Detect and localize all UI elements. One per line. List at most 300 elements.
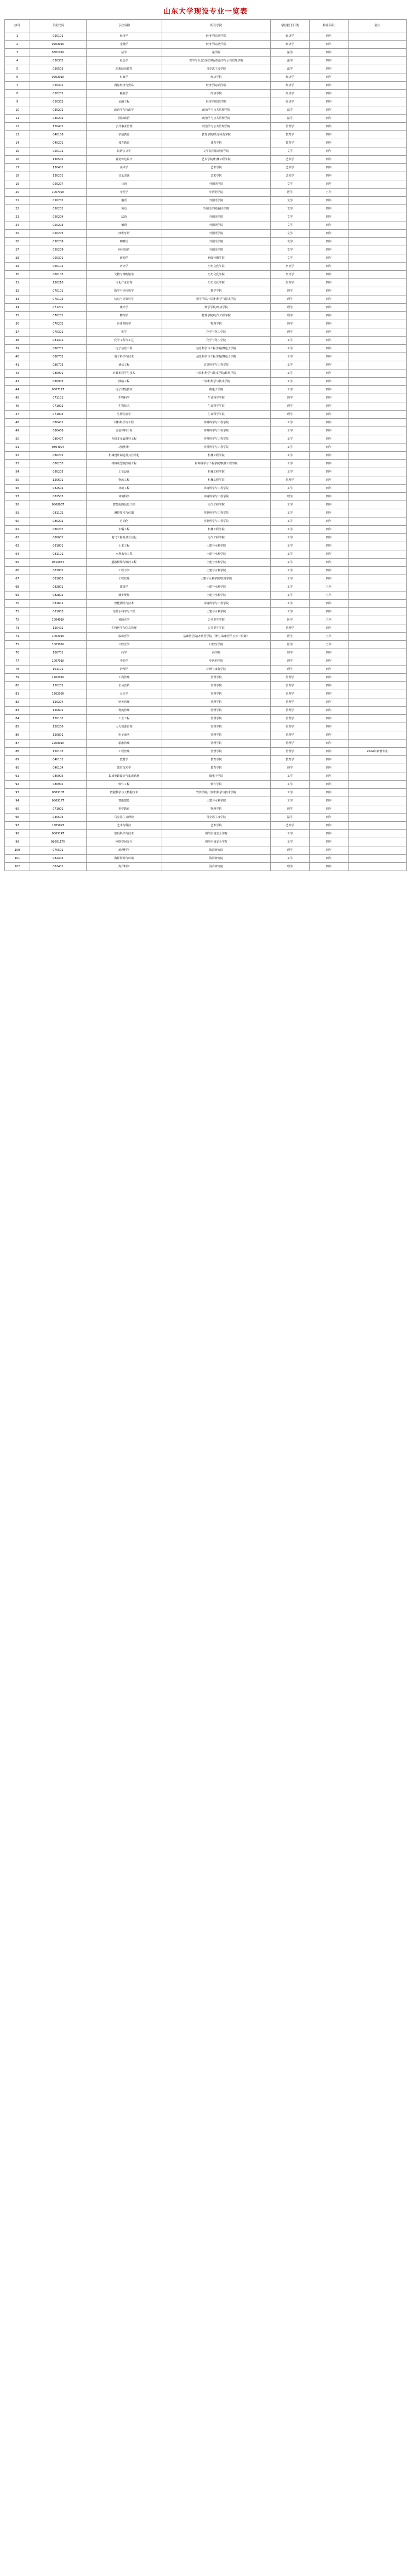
cell-degree-category: 文学 — [271, 205, 310, 213]
cell-index: 89 — [5, 756, 30, 764]
cell-major-code: 020302 — [30, 98, 87, 106]
cell-major-name: 日语 — [86, 180, 162, 189]
cell-duration: 四年 — [309, 147, 348, 156]
cell-index: 70 — [5, 600, 30, 608]
cell-college: 外国语学院 — [162, 213, 270, 221]
cell-remark — [348, 435, 406, 443]
cell-duration: 四年 — [309, 682, 348, 690]
cell-major-code: 070301 — [30, 328, 87, 337]
cell-duration: 四年 — [309, 468, 348, 476]
cell-remark — [348, 657, 406, 666]
cell-index: 68 — [5, 583, 30, 592]
cell-remark — [348, 312, 406, 320]
cell-college: 历史文化学院 — [162, 279, 270, 287]
cell-degree-category: 工学 — [271, 419, 310, 427]
cell-duration: 四年 — [309, 139, 348, 147]
cell-major-code: 071101 — [30, 394, 87, 402]
cell-degree-category: 法学 — [271, 49, 310, 57]
cell-index: 54 — [5, 468, 30, 476]
cell-duration: 五年 — [309, 583, 348, 592]
cell-major-name: 地理科学 — [86, 846, 162, 855]
cell-degree-category: 管理学 — [271, 707, 310, 715]
cell-remark — [348, 534, 406, 542]
cell-major-name: 道路桥梁与渡河工程 — [86, 559, 162, 567]
cell-index: 96 — [5, 814, 30, 822]
table-row — [5, 452, 407, 460]
cell-degree-category: 历史学 — [271, 271, 310, 279]
cell-college: 物理学院 — [162, 805, 270, 814]
table-row — [5, 518, 407, 526]
cell-major-name: 土木工程 — [86, 542, 162, 550]
cell-remark — [348, 189, 406, 197]
table-row — [5, 509, 407, 518]
cell-degree-category: 文学 — [271, 238, 310, 246]
cell-major-name: 法学 — [86, 49, 162, 57]
cell-index: 64 — [5, 550, 30, 559]
cell-duration: 四年 — [309, 337, 348, 345]
cell-duration: 四年 — [309, 452, 348, 460]
table-row — [5, 822, 407, 830]
col-header-major-name: 专业名称 — [86, 20, 162, 32]
cell-college: 控制科学与工程学院 — [162, 518, 270, 526]
cell-major-name: 生物科学 — [86, 394, 162, 402]
table-row — [5, 197, 407, 205]
cell-major-name: 预防医学 — [86, 616, 162, 624]
cell-remark — [348, 772, 406, 781]
cell-major-name: 财务管理 — [86, 698, 162, 707]
cell-major-name: 会计学 — [86, 690, 162, 698]
cell-degree-category: 理学 — [271, 411, 310, 419]
cell-duration: 四年 — [309, 748, 348, 756]
table-row — [5, 263, 407, 271]
cell-duration: 四年 — [309, 279, 348, 287]
table-row — [5, 411, 407, 419]
cell-duration: 五年 — [309, 592, 348, 600]
cell-degree-category: 管理学 — [271, 698, 310, 707]
table-row — [5, 164, 407, 172]
cell-duration: 四年 — [309, 501, 348, 509]
cell-duration: 四年 — [309, 838, 348, 846]
cell-college: 软件学院/计算机科学与技术学院 — [162, 789, 270, 797]
cell-duration: 四年 — [309, 205, 348, 213]
cell-degree-category: 文学 — [271, 197, 310, 205]
cell-college: 公共卫生学院 — [162, 616, 270, 624]
cell-major-name: 教育技术学 — [86, 764, 162, 772]
cell-duration: 四年 — [309, 789, 348, 797]
cell-index: 94 — [5, 797, 30, 805]
cell-degree-category: 管理学 — [271, 682, 310, 690]
cell-index: 3 — [5, 49, 30, 57]
table-row — [5, 139, 407, 147]
cell-college: 中医药学院 — [162, 189, 270, 197]
cell-remark — [348, 846, 406, 855]
cell-major-code: 080202 — [30, 452, 87, 460]
cell-index: 28 — [5, 254, 30, 263]
cell-index: 72 — [5, 616, 30, 624]
cell-major-code: 081001 — [30, 542, 87, 550]
cell-remark — [348, 419, 406, 427]
cell-major-code: 130401 — [30, 164, 87, 172]
cell-major-name: 工程力学 — [86, 567, 162, 575]
cell-remark — [348, 575, 406, 583]
table-row — [5, 312, 407, 320]
cell-major-code: 080205 — [30, 468, 87, 476]
cell-remark — [348, 674, 406, 682]
cell-duration: 四年 — [309, 666, 348, 674]
table-row — [5, 32, 407, 41]
cell-remark — [348, 781, 406, 789]
cell-degree-category: 艺术学 — [271, 172, 310, 180]
cell-college: 马克思主义学院 — [162, 814, 270, 822]
cell-degree-category: 工学 — [271, 468, 310, 476]
cell-college: 数学学院/经济学院 — [162, 304, 270, 312]
cell-college: 经济学院 — [162, 73, 270, 82]
cell-degree-category: 工学 — [271, 534, 310, 542]
cell-major-code: 080601 — [30, 534, 87, 542]
cell-major-name: 工业工程 — [86, 715, 162, 723]
cell-index: 38 — [5, 337, 30, 345]
cell-degree-category: 工学 — [271, 559, 310, 567]
table-row — [5, 838, 407, 846]
cell-duration: 四年 — [309, 246, 348, 254]
table-row — [5, 559, 407, 567]
cell-major-name: 音乐表演 — [86, 172, 162, 180]
cell-major-name: 人力资源管理 — [86, 723, 162, 731]
table-row — [5, 337, 407, 345]
cell-major-name: 电子科学与技术 — [86, 353, 162, 361]
table-row — [5, 123, 407, 131]
cell-remark — [348, 427, 406, 435]
cell-major-name: 文化产业管理 — [86, 279, 162, 287]
cell-major-code: 080914T — [30, 830, 87, 838]
cell-major-code: 030302 — [30, 57, 87, 65]
cell-duration: 四年 — [309, 156, 348, 164]
cell-major-name: 中药学 — [86, 657, 162, 666]
table-row — [5, 254, 407, 263]
cell-index: 31 — [5, 279, 30, 287]
cell-major-code: 081101 — [30, 550, 87, 559]
cell-duration: 四年 — [309, 731, 348, 740]
table-row — [5, 230, 407, 238]
cell-degree-category: 管理学 — [271, 624, 310, 633]
cell-index: 21 — [5, 197, 30, 205]
cell-remark — [348, 600, 406, 608]
cell-remark — [348, 82, 406, 90]
cell-major-code: 081003 — [30, 575, 87, 583]
cell-duration: 四年 — [309, 197, 348, 205]
cell-duration: 四年 — [309, 65, 348, 73]
table-row — [5, 493, 407, 501]
cell-degree-category: 工学 — [271, 855, 310, 863]
cell-major-code: 080803T — [30, 501, 87, 509]
cell-duration: 四年 — [309, 493, 348, 501]
cell-college: 信息科学与工程学院 — [162, 361, 270, 369]
table-row — [5, 106, 407, 115]
cell-major-name: 机械设计制造及其自动化 — [86, 452, 162, 460]
cell-duration: 四年 — [309, 781, 348, 789]
cell-major-code: 040106 — [30, 131, 87, 139]
cell-degree-category: 法学 — [271, 814, 310, 822]
table-row — [5, 427, 407, 435]
cell-duration: 四年 — [309, 106, 348, 115]
cell-duration: 四年 — [309, 756, 348, 764]
cell-major-name: 金属材料工程 — [86, 427, 162, 435]
cell-degree-category: 管理学 — [271, 674, 310, 682]
cell-major-code: 020202 — [30, 90, 87, 98]
cell-major-code: 070202 — [30, 320, 87, 328]
cell-remark — [348, 460, 406, 468]
cell-major-code: 120601 — [30, 707, 87, 715]
table-row — [5, 830, 407, 838]
cell-index: 90 — [5, 764, 30, 772]
cell-remark — [348, 180, 406, 189]
cell-college: 信息科学与工程学院/微电子学院 — [162, 353, 270, 361]
cell-college: 材料科学与工程学院/机械工程学院 — [162, 460, 270, 468]
cell-degree-category: 工学 — [271, 600, 310, 608]
cell-major-code: 020401 — [30, 82, 87, 90]
cell-degree-category: 工学 — [271, 583, 310, 592]
cell-duration: 四年 — [309, 435, 348, 443]
cell-duration: 四年 — [309, 772, 348, 781]
cell-major-name: 汉语言文学 — [86, 147, 162, 156]
cell-degree-category: 医学 — [271, 189, 310, 197]
cell-remark — [348, 666, 406, 674]
cell-college: 软件学院 — [162, 781, 270, 789]
cell-remark — [348, 797, 406, 805]
cell-duration: 四年 — [309, 830, 348, 838]
cell-degree-category: 工学 — [271, 550, 310, 559]
table-row — [5, 616, 407, 624]
cell-duration: 四年 — [309, 164, 348, 172]
cell-major-code: 080702 — [30, 353, 87, 361]
cell-degree-category: 法学 — [271, 115, 310, 123]
table-row — [5, 542, 407, 550]
table-row — [5, 386, 407, 394]
table-row — [5, 641, 407, 649]
cell-degree-category: 理学 — [271, 649, 310, 657]
cell-major-name: 美术学 — [86, 164, 162, 172]
cell-remark — [348, 57, 406, 65]
cell-index: 29 — [5, 263, 30, 271]
cell-college: 机械工程学院 — [162, 452, 270, 460]
cell-remark: 2024年新增专业 — [348, 748, 406, 756]
cell-college: 控制科学与工程学院 — [162, 509, 270, 518]
cell-major-name: 车辆工程 — [86, 526, 162, 534]
cell-index: 36 — [5, 320, 30, 328]
table-row — [5, 205, 407, 213]
cell-duration: 四年 — [309, 271, 348, 279]
cell-duration: 四年 — [309, 518, 348, 526]
table-row — [5, 49, 407, 57]
cell-degree-category: 工学 — [271, 452, 310, 460]
cell-major-name: 电气工程及其自动化 — [86, 534, 162, 542]
cell-degree-category: 理学 — [271, 666, 310, 674]
table-header-row — [5, 20, 407, 32]
cell-major-name: 税收学 — [86, 90, 162, 98]
cell-college: 海洋研究院 — [162, 855, 270, 863]
cell-duration: 四年 — [309, 41, 348, 49]
cell-remark — [348, 238, 406, 246]
cell-duration: 四年 — [309, 90, 348, 98]
cell-index: 66 — [5, 567, 30, 575]
cell-degree-category: 管理学 — [271, 740, 310, 748]
cell-major-name: 社会学 — [86, 57, 162, 65]
cell-index: 87 — [5, 740, 30, 748]
cell-college: 外国语学院 — [162, 221, 270, 230]
cell-degree-category: 艺术学 — [271, 156, 310, 164]
cell-index: 19 — [5, 180, 30, 189]
cell-index: 71 — [5, 608, 30, 616]
cell-college: 管理学院 — [162, 682, 270, 690]
cell-college: 管理学院 — [162, 740, 270, 748]
table-row — [5, 221, 407, 230]
cell-index: 41 — [5, 361, 30, 369]
table-row — [5, 855, 407, 863]
cell-college: 海洋研究院 — [162, 863, 270, 871]
cell-major-code: 120402 — [30, 624, 87, 633]
cell-college: 土建与水利学院/管理学院 — [162, 575, 270, 583]
cell-college: 计算机科学与技术学院/软件学院 — [162, 369, 270, 378]
table-row — [5, 369, 407, 378]
table-row — [5, 526, 407, 534]
cell-index: 61 — [5, 526, 30, 534]
cell-duration: 四年 — [309, 427, 348, 435]
cell-major-code: 020301K — [30, 41, 87, 49]
cell-remark — [348, 690, 406, 698]
cell-major-code: 030201 — [30, 106, 87, 115]
table-row — [5, 723, 407, 731]
cell-index: 52 — [5, 452, 30, 460]
cell-major-code: 050206 — [30, 238, 87, 246]
cell-index: 101 — [5, 855, 30, 863]
cell-college: 外国语学院 — [162, 238, 270, 246]
cell-degree-category: 法学 — [271, 57, 310, 65]
cell-major-name: 电子封装技术 — [86, 386, 162, 394]
cell-major-code: 080917T — [30, 797, 87, 805]
cell-degree-category: 教育学 — [271, 139, 310, 147]
table-row — [5, 789, 407, 797]
cell-college: 艺术学院 — [162, 822, 270, 830]
cell-remark — [348, 764, 406, 772]
table-row — [5, 550, 407, 559]
cell-duration: 四年 — [309, 82, 348, 90]
cell-college: 政治学与公共管理学院 — [162, 123, 270, 131]
cell-major-name: 朝鲜语 — [86, 238, 162, 246]
cell-duration: 四年 — [309, 460, 348, 468]
cell-college: 土建与水利学院 — [162, 583, 270, 592]
cell-major-name: 新闻学 — [86, 254, 162, 263]
cell-major-code: 080207 — [30, 526, 87, 534]
cell-remark — [348, 468, 406, 476]
cell-major-code: 070201 — [30, 312, 87, 320]
cell-college: 教育学院/幼儿师范学院 — [162, 131, 270, 139]
cell-major-name: 应用物理学 — [86, 320, 162, 328]
cell-degree-category: 工学 — [271, 789, 310, 797]
cell-major-code: 120601 — [30, 476, 87, 485]
cell-duration: 四年 — [309, 369, 348, 378]
table-row — [5, 814, 407, 822]
cell-major-name: 建筑学 — [86, 583, 162, 592]
cell-remark — [348, 723, 406, 731]
cell-major-name: 统计学 — [86, 304, 162, 312]
table-row — [5, 295, 407, 304]
cell-remark — [348, 443, 406, 452]
cell-degree-category: 工学 — [271, 509, 310, 518]
cell-degree-category: 工学 — [271, 378, 310, 386]
table-row — [5, 666, 407, 674]
cell-duration: 四年 — [309, 230, 348, 238]
cell-remark — [348, 271, 406, 279]
cell-duration: 四年 — [309, 386, 348, 394]
cell-major-name: 国际经济与贸易 — [86, 82, 162, 90]
cell-major-code: 030503 — [30, 814, 87, 822]
cell-index: 18 — [5, 172, 30, 180]
cell-index: 10 — [5, 106, 30, 115]
cell-index: 20 — [5, 189, 30, 197]
cell-remark — [348, 756, 406, 764]
page-title: 山东大学现设专业一览表 — [163, 8, 248, 16]
cell-major-code: 040104 — [30, 764, 87, 772]
table-row — [5, 419, 407, 427]
cell-degree-category: 管理学 — [271, 123, 310, 131]
cell-degree-category: 理学 — [271, 493, 310, 501]
cell-college: 外国语学院 — [162, 197, 270, 205]
cell-remark — [348, 369, 406, 378]
cell-college: 教育学院 — [162, 764, 270, 772]
cell-major-name: 材料科学与工程 — [86, 419, 162, 427]
cell-college: 土建与水利学院 — [162, 550, 270, 559]
cell-duration: 五年 — [309, 641, 348, 649]
cell-major-code: 081006T — [30, 559, 87, 567]
cell-index: 75 — [5, 641, 30, 649]
cell-college: 生命科学学院 — [162, 402, 270, 411]
cell-remark — [348, 337, 406, 345]
table-row — [5, 65, 407, 73]
cell-duration: 四年 — [309, 32, 348, 41]
cell-remark — [348, 147, 406, 156]
cell-duration: 四年 — [309, 608, 348, 616]
cell-remark — [348, 567, 406, 575]
cell-major-code: 050204 — [30, 213, 87, 221]
cell-major-name: 环境科学 — [86, 493, 162, 501]
cell-duration: 四年 — [309, 411, 348, 419]
cell-major-name: 密码科学与技术 — [86, 830, 162, 838]
cell-degree-category: 经济学 — [271, 82, 310, 90]
cell-remark — [348, 476, 406, 485]
cell-index: 8 — [5, 90, 30, 98]
cell-index: 78 — [5, 666, 30, 674]
cell-duration: 五年 — [309, 633, 348, 641]
cell-college: 管理学院 — [162, 674, 270, 682]
cell-major-name: 俄语 — [86, 197, 162, 205]
cell-major-code: 070501 — [30, 846, 87, 855]
cell-major-code: 030503 — [30, 65, 87, 73]
cell-duration: 四年 — [309, 649, 348, 657]
table-row — [5, 394, 407, 402]
cell-duration: 四年 — [309, 575, 348, 583]
table-row — [5, 649, 407, 657]
table-row — [5, 682, 407, 690]
cell-major-code: 120103 — [30, 748, 87, 756]
cell-degree-category: 管理学 — [271, 715, 310, 723]
cell-index: 39 — [5, 345, 30, 353]
cell-index: 16 — [5, 156, 30, 164]
cell-major-code: 050201 — [30, 205, 87, 213]
cell-college: 物理学院 — [162, 320, 270, 328]
cell-degree-category: 理学 — [271, 295, 310, 304]
cell-degree-category: 教育学 — [271, 131, 310, 139]
cell-major-name: 城乡规划 — [86, 592, 162, 600]
